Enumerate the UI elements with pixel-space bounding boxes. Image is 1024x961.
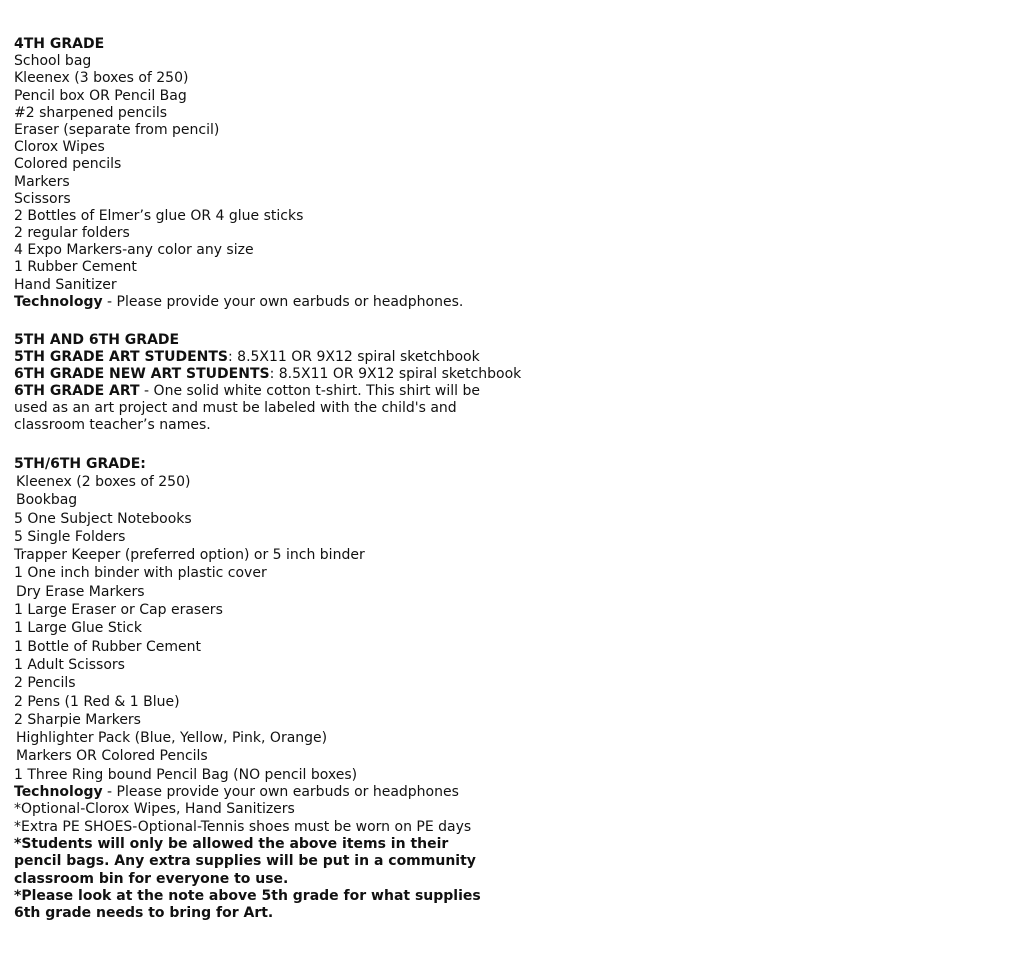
list-item: School bag [14, 53, 92, 70]
art-row-label: 5TH GRADE ART STUDENTS [14, 348, 228, 365]
list-item: Clorox Wipes [14, 139, 105, 156]
supply-list-document [0, 0, 522, 922]
list-item: Kleenex (2 boxes of 250) [16, 473, 191, 490]
section-5th-6th-grade [14, 455, 514, 923]
art-reminder-note: *Please look at the note above 5th grade for what supplies 6th grade needs to bring for Art. [14, 887, 481, 922]
list-item: 5 One Subject Notebooks [14, 510, 192, 527]
art-row-text: : 8.5X11 OR 9X12 spiral sketchbook [269, 365, 522, 382]
list-item: 1 Bottle of Rubber Cement [14, 638, 201, 655]
list-item: 1 Large Glue Stick [14, 620, 142, 637]
section-5th-6th-art [14, 331, 522, 435]
pencil-bag-note: *Students will only be allowed the above items in their pencil bags. Any extra supplies will be put in a community classroom bin for everyone to use. [14, 835, 476, 887]
list-item: #2 sharpened pencils [14, 104, 168, 121]
technology-note [14, 784, 514, 801]
list-item: Kleenex (3 boxes of 250) [14, 70, 189, 87]
list-item: 1 One inch binder with plastic cover [14, 565, 267, 582]
art-row-label: 6TH GRADE NEW ART STUDENTS [14, 365, 270, 382]
technology-text: - Please provide your own earbuds or headphones [102, 784, 459, 801]
list-item: Bookbag [16, 492, 78, 509]
art-row-label: 6TH GRADE ART [14, 383, 140, 400]
technology-label: Technology [14, 784, 103, 801]
list-item: 4 Expo Markers-any color any size [14, 242, 254, 259]
technology-note [14, 294, 514, 311]
list-item: 2 Pens (1 Red & 1 Blue) [14, 693, 180, 710]
optional-note: *Optional-Clorox Wipes, Hand Sanitizers [14, 801, 295, 818]
list-item: Dry Erase Markers [16, 583, 145, 600]
list-item: Trapper Keeper (preferred option) or 5 inch binder [14, 547, 365, 564]
list-item: 2 Sharpie Markers [14, 711, 141, 728]
list-item: 1 Rubber Cement [14, 259, 137, 276]
list-item: Markers OR Colored Pencils [16, 748, 208, 765]
list-item: Pencil box OR Pencil Bag [14, 87, 187, 104]
list-item: Eraser (separate from pencil) [14, 121, 220, 138]
list-item: 5 Single Folders [14, 528, 126, 545]
list-item: Scissors [14, 190, 71, 207]
list-item: 2 Pencils [14, 675, 76, 692]
list-item: 2 regular folders [14, 225, 130, 242]
technology-text: - Please provide your own earbuds or headphones. [102, 293, 464, 310]
list-item: 1 Large Eraser or Cap erasers [14, 602, 223, 619]
list-item: 1 Three Ring bound Pencil Bag (NO pencil boxes) [14, 766, 358, 783]
list-item: Hand Sanitizer [14, 276, 117, 293]
list-item: Markers [14, 173, 70, 190]
pe-shoes-note: *Extra PE SHOES-Optional-Tennis shoes must be worn on PE days [14, 818, 472, 835]
list-item: Colored pencils [14, 156, 122, 173]
list-item: 1 Adult Scissors [14, 656, 125, 673]
art-row [14, 349, 514, 366]
section-4th-grade [14, 36, 514, 311]
art-row [14, 383, 482, 435]
section-heading: 4TH GRADE [14, 36, 105, 52]
art-row-text: - One solid white cotton t-shirt. This shirt will be used as an art project and must be labeled with the child's and classroom teacher’s names. [14, 383, 480, 434]
technology-label: Technology [14, 293, 103, 310]
section-heading: 5TH AND 6TH GRADE [14, 331, 180, 348]
art-row [14, 365, 522, 383]
art-row-text: : 8.5X11 OR 9X12 spiral sketchbook [228, 348, 480, 365]
list-item: 2 Bottles of Elmer’s glue OR 4 glue sticks [14, 207, 304, 224]
list-item: Highlighter Pack (Blue, Yellow, Pink, Orange) [16, 730, 328, 747]
section-heading: 5TH/6TH GRADE: [14, 455, 146, 472]
